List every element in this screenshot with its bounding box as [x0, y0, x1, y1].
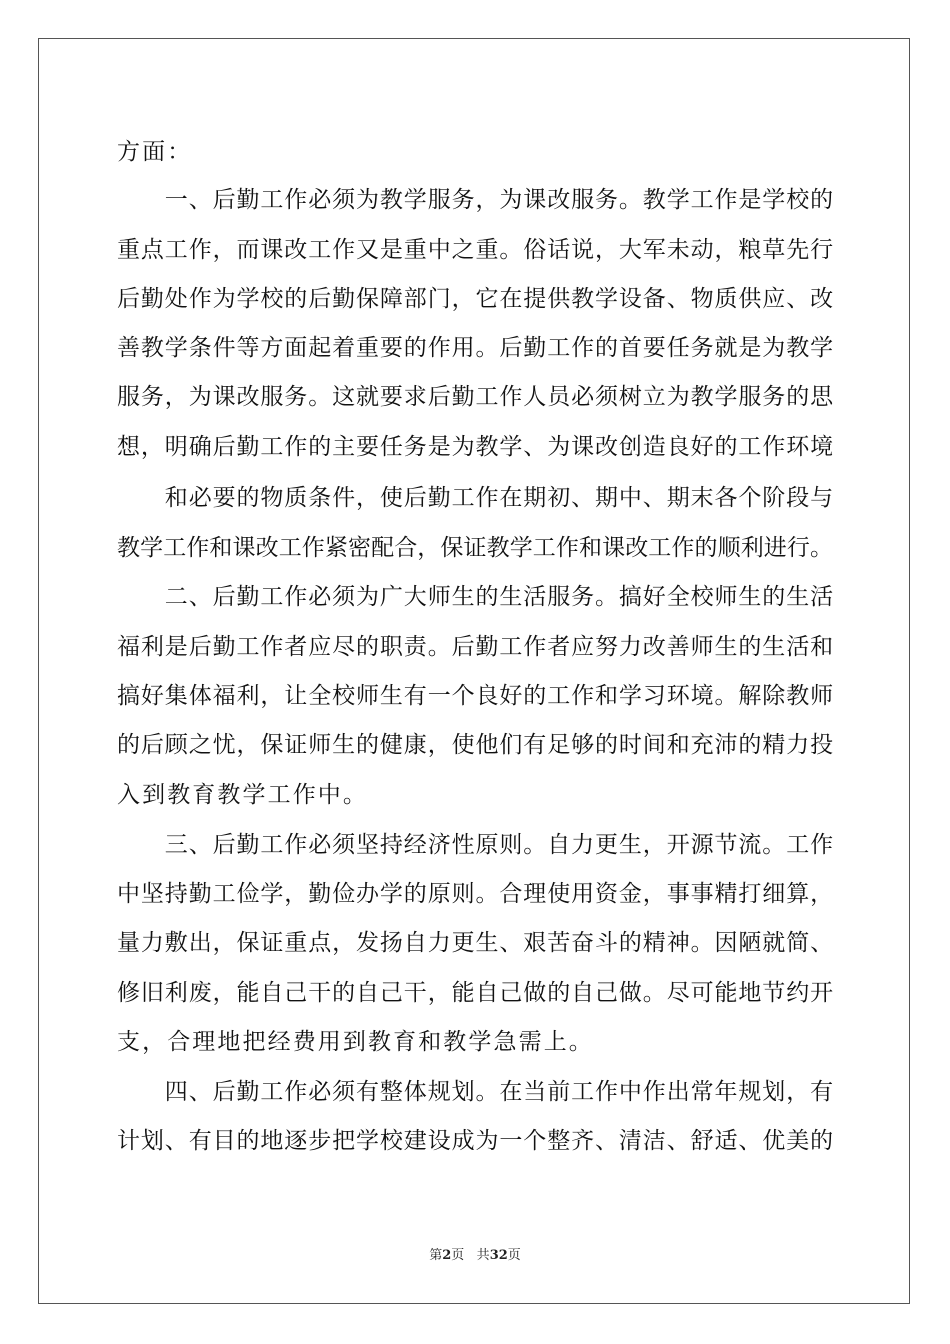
page-border: [38, 38, 910, 1304]
current-page-number: 2: [442, 1248, 452, 1263]
text-line: 入到教育教学工作中。: [117, 782, 368, 808]
text-line: 服务，为课改服务。这就要求后勤工作人员必须树立为教学服务的思: [117, 384, 834, 410]
text-line: 后勤处作为学校的后勤保障部门，它在提供教学设备、物质供应、改: [117, 286, 834, 312]
text-line: 福利是后勤工作者应尽的职责。后勤工作者应努力改善师生的生活和: [117, 634, 834, 660]
footer-total-prefix: 共: [476, 1248, 490, 1263]
text-line: 重点工作，而课改工作又是重中之重。俗话说，大军未动，粮草先行: [117, 237, 834, 263]
text-line: 教学工作和课改工作紧密配合，保证教学工作和课改工作的顺利进行。: [117, 535, 834, 561]
text-line: 修旧利废，能自己干的自己干，能自己做的自己做。尽可能地节约开: [117, 980, 834, 1006]
footer-prefix: 第: [429, 1248, 443, 1263]
text-line: 一、后勤工作必须为教学服务，为课改服务。教学工作是学校的: [117, 187, 834, 213]
text-line: 和必要的物质条件，使后勤工作在期初、期中、期末各个阶段与: [117, 485, 834, 511]
text-line: 支，合理地把经费用到教育和教学急需上。: [117, 1029, 594, 1055]
page-number-footer: [0, 1247, 950, 1265]
text-line: 想，明确后勤工作的主要任务是为教学、为课改创造良好的工作环境: [117, 434, 834, 460]
text-line: 二、后勤工作必须为广大师生的生活服务。搞好全校师生的生活: [117, 584, 834, 610]
total-page-count: 32: [489, 1248, 508, 1263]
text-line: 量力敷出，保证重点，发扬自力更生、艰苦奋斗的精神。因陋就简、: [117, 930, 834, 956]
text-line: 三、后勤工作必须坚持经济性原则。自力更生，开源节流。工作: [117, 832, 834, 858]
text-line: 中坚持勤工俭学，勤俭办学的原则。合理使用资金，事事精打细算，: [117, 881, 834, 907]
text-line: 计划、有目的地逐步把学校建设成为一个整齐、清洁、舒适、优美的: [117, 1128, 834, 1154]
text-line: 四、后勤工作必须有整体规划。在当前工作中作出常年规划，有: [117, 1079, 834, 1105]
text-line: 搞好集体福利，让全校师生有一个良好的工作和学习环境。解除教师: [117, 683, 834, 709]
footer-total-suffix: 页: [507, 1248, 521, 1263]
text-line: 善教学条件等方面起着重要的作用。后勤工作的首要任务就是为教学: [117, 335, 834, 361]
text-line: 的后顾之忧，保证师生的健康，使他们有足够的时间和充沛的精力投: [117, 732, 834, 758]
footer-page-word: 页: [451, 1248, 465, 1263]
text-line: 方面：: [117, 139, 193, 165]
